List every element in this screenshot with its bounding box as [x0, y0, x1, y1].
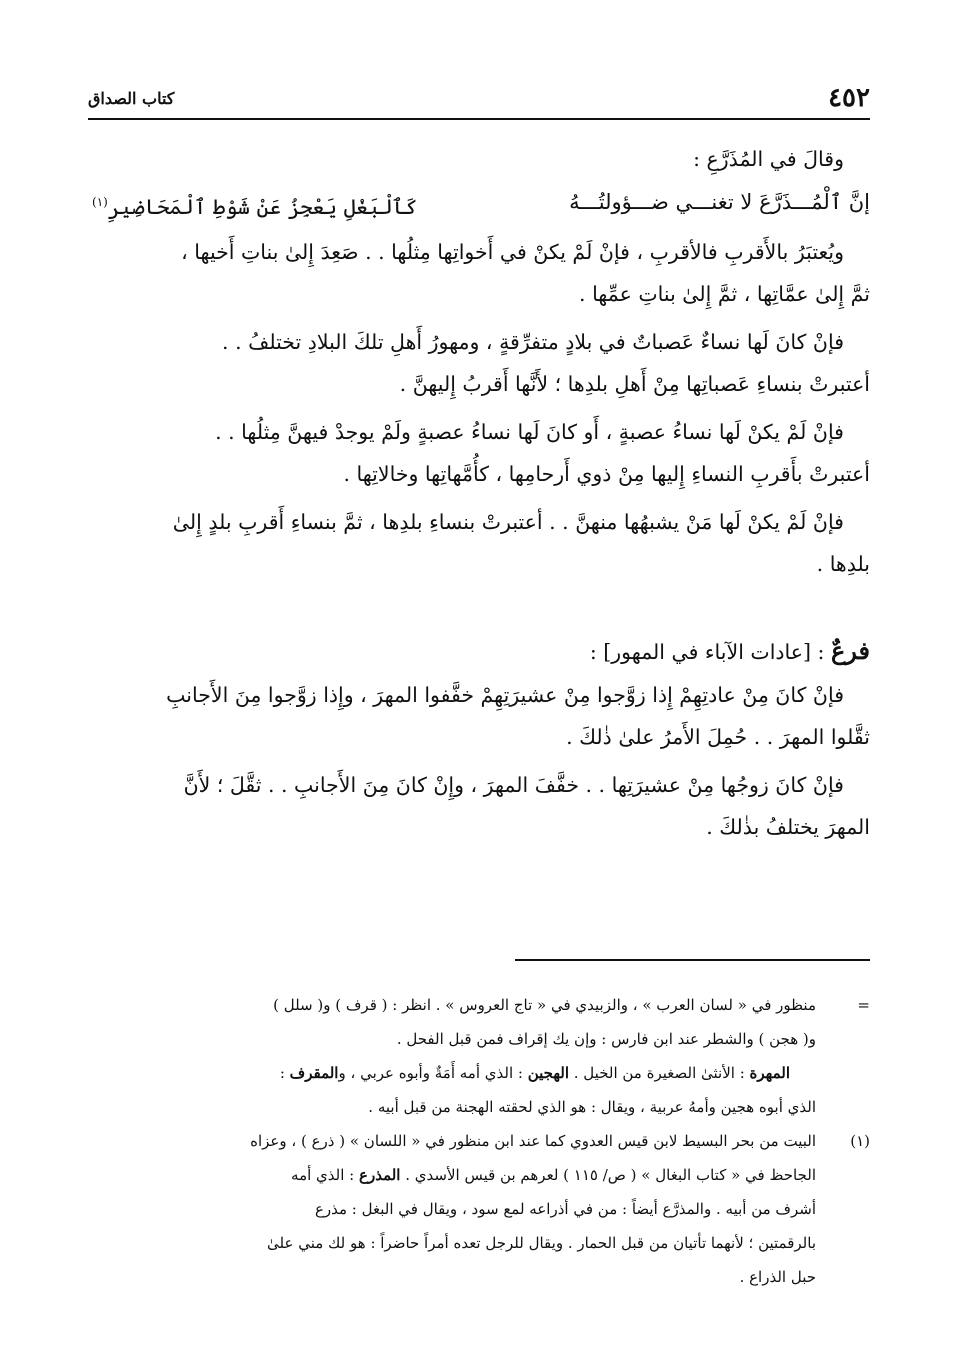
footnote-line: أشرف من أبيه . والمذرَّع أيضاً : من في أذراعه لمع سود ، ويقال في البغل : مذرع: [314, 1200, 816, 1218]
footnote-mark: =: [857, 996, 870, 1014]
footnote-line: بالرقمتين ؛ لأنهما تأتيان من قبل الحمار . ويقال للرجل تعده أمراً حاضراً : هو لك مني علىٰ: [267, 1234, 816, 1252]
paragraph: [92, 231, 870, 315]
footnote-line: منظور في « لسان العرب » ، والزبيدي في « تاج العروس » . انظر : ( قرف ) و( سلل ): [273, 996, 816, 1014]
paragraph: [92, 321, 870, 405]
paragraph-line: أعتبرتْ بنساءِ عَصباتِها مِنْ أَهلِ بلدِها ؛ لأَنَّها أَقربُ إِليهنَّ .: [399, 372, 870, 396]
verse-hemistich-second: كَٱلْبَغْلِ يَعْجِزُ عَنْ شَوْطِ ٱلْمَحَاضِيرِ$^{(١)}$: [92, 195, 418, 219]
footnote-line: البيت من بحر البسيط لابن قيس العدوي كما عند ابن منظور في « اللسان » ( ذرع ) ، وعزاه: [250, 1132, 816, 1150]
poem-verse: [92, 180, 870, 229]
paragraph: [92, 501, 870, 585]
running-header: [88, 82, 870, 120]
section-heading: [92, 629, 870, 674]
footnote-definitions: [92, 1056, 870, 1124]
footnote-line: و( هجن ) والشطر عند ابن فارس : وإن يك إقراف فمن قبل الفحل .: [396, 1030, 816, 1048]
footnote-line: حبل الذراع .: [739, 1268, 816, 1286]
paragraph: [92, 764, 870, 848]
footnote-divider: [515, 959, 870, 961]
footnote-reference[interactable]: (١): [92, 195, 108, 209]
footnote-line: الجاحظ في « كتاب البغال » ( ص/ ١١٥ ) لعرهم بن قيس الأسدي . المذرع : الذي أمه: [291, 1166, 816, 1184]
footnote-line: الذي أبوه هجين وأمهُ عربية ، ويقال : هو الذي لحقته الهجنة من قبل أبيه .: [368, 1098, 816, 1116]
paragraph-line: بلدِها .: [816, 552, 870, 576]
section-heading-title: : [عادات الآباء في المهور] :: [589, 640, 831, 664]
paragraph-line: ويُعتبَرُ بالأَقربِ فالأقربِ ، فإنْ لَمْ يكنْ في أَخواتِها مِثلُها . . صَعِدَ إِلىٰ بناتِ أَخيها ،: [181, 240, 844, 264]
footnote-1: [92, 1124, 870, 1294]
section-heading-word: فرعٌ: [830, 636, 870, 665]
paragraph: [92, 674, 870, 758]
verse-intro: وقالَ في المُذَرَّعِ :: [693, 147, 844, 171]
footnote-line: المهرة : الأنثىٰ الصغيرة من الخيل . الهجين : الذي أمه أَمَةٌ وأبوه عربي ، والمقرف :: [279, 1064, 790, 1082]
footnotes: [92, 988, 870, 1294]
paragraph-line: فإنْ لَمْ يكنْ لَها نساءُ عصبةٍ ، أَو كانَ لَها نساءُ عصبةٍ ولَمْ يوجدْ فيهنَّ مِثلُها . .: [215, 420, 844, 444]
paragraph-line: المهرَ يختلفُ بذٰلكَ .: [706, 815, 870, 839]
paragraph: [92, 411, 870, 495]
main-text: [92, 138, 870, 854]
paragraph-line: أعتبرتْ بأَقربِ النساءِ إِليها مِنْ ذوي أَرحامِها ، كأُمَّهاتِها وخالاتِها .: [343, 462, 870, 486]
book-title: كتاب الصداق: [88, 89, 175, 108]
paragraph-line: ثقَّلوا المهرَ . . حُمِلَ الأَمرُ علىٰ ذٰلكَ .: [566, 725, 870, 749]
paragraph-line: فإنْ كانَ زوجُها مِنْ عشيرَتِها . . خفَّفَ المهرَ ، وإِنْ كانَ مِنَ الأَجانبِ . . ثقَّلَ ؛ لأَنَّ: [183, 773, 844, 797]
footnote-mark: [816, 1056, 870, 1124]
paragraph-line: فإنْ لَمْ يكنْ لَها مَنْ يشبهُها منهنَّ . . أعتبرتْ بنساءِ بلدِها ، ثمَّ بنساءِ أَقربِ بلدٍ إِلىٰ: [172, 510, 844, 534]
paragraph-line: ثمَّ إِلىٰ عمَّاتِها ، ثمَّ إِلىٰ بناتِ عمِّها .: [579, 282, 870, 306]
verse-hemistich-first: إنَّ ٱلْمُـــذَرَّعَ لا تغنـــي ضـــؤولتُـــهُ: [569, 190, 870, 214]
page-number: ٤٥٢: [828, 83, 870, 113]
paragraph-line: فإنْ كانَ مِنْ عادتِهِمْ إِذا زوَّجوا مِنْ عشيرَتِهِمْ خفَّفوا المهرَ ، وإِذا زوَّجوا مِنَ الأَجانبِ: [166, 683, 844, 707]
footnote-continued: [92, 988, 870, 1056]
paragraph-line: فإنْ كانَ لَها نساءٌ عَصباتٌ في بلادٍ متفرِّقةٍ ، ومهورُ أَهلِ تلكَ البلادِ تختلفُ . .: [222, 330, 844, 354]
footnote-mark: (١): [850, 1132, 870, 1150]
